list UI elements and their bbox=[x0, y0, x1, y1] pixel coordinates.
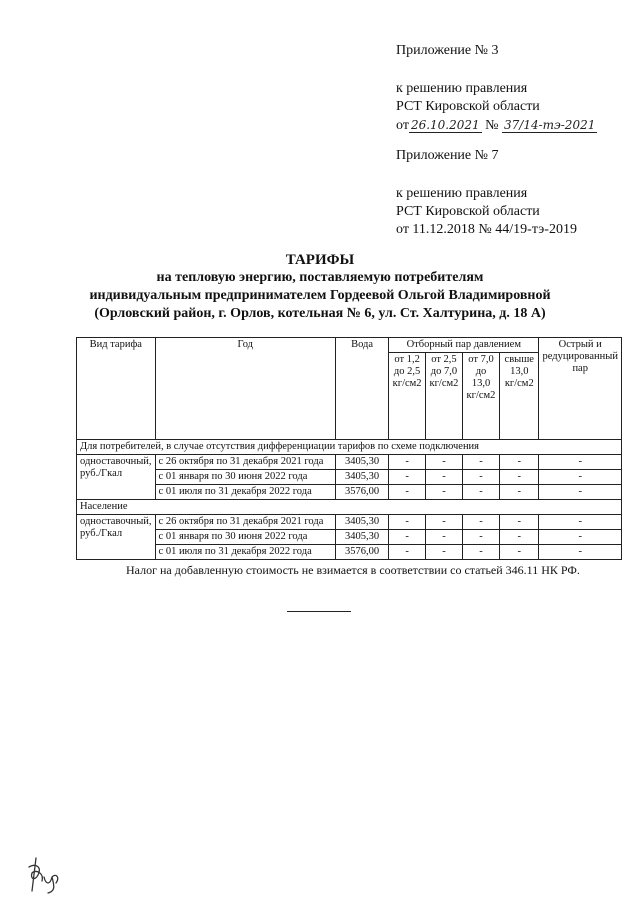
steam-1-value: - bbox=[389, 485, 426, 500]
tariff-type-cell: одноставочный, руб./Гкал bbox=[77, 455, 156, 500]
period-cell: с 26 октября по 31 декабря 2021 года bbox=[155, 515, 335, 530]
steam-4-value: - bbox=[500, 515, 539, 530]
table-row bbox=[77, 470, 622, 485]
heading-line-2: индивидуальным предпринимателем Гордеевой Ольгой Владимировной bbox=[89, 288, 551, 303]
steam-1-value: - bbox=[389, 545, 426, 560]
steam-3-value: - bbox=[462, 545, 499, 560]
period-cell: с 01 июля по 31 декабря 2022 года bbox=[155, 545, 335, 560]
steam-2-value: - bbox=[426, 470, 463, 485]
header-steam-1: от 1,2 до 2,5 кг/см2 bbox=[389, 353, 426, 440]
steam-2-value: - bbox=[426, 545, 463, 560]
steam-2-value: - bbox=[426, 530, 463, 545]
sharp-steam-value: - bbox=[539, 470, 622, 485]
appendix-7-decision-line: к решению правления bbox=[396, 186, 528, 201]
steam-3-value: - bbox=[462, 455, 499, 470]
steam-2-value: - bbox=[426, 455, 463, 470]
period-cell: с 26 октября по 31 декабря 2021 года bbox=[155, 455, 335, 470]
document-title: ТАРИФЫ bbox=[285, 252, 355, 268]
appendix-3-title: Приложение № 3 bbox=[396, 43, 499, 58]
appendix-3-date-line bbox=[396, 116, 597, 135]
water-value: 3405,30 bbox=[336, 530, 389, 545]
appendix-7-date-line: от 11.12.2018 № 44/19-тэ-2019 bbox=[396, 222, 577, 237]
table-row bbox=[77, 545, 622, 560]
steam-4-value: - bbox=[500, 530, 539, 545]
steam-3-value: - bbox=[462, 530, 499, 545]
table-row bbox=[77, 515, 622, 530]
tariff-table bbox=[76, 337, 622, 560]
handwritten-number: 37/14-тэ-2021 bbox=[504, 118, 596, 132]
appendix-3-authority-line: РСТ Кировской области bbox=[396, 99, 540, 114]
steam-4-value: - bbox=[500, 485, 539, 500]
section-title-row bbox=[77, 440, 622, 455]
document-heading bbox=[0, 251, 640, 323]
section-title: Население bbox=[77, 500, 622, 515]
steam-4-value: - bbox=[500, 470, 539, 485]
sharp-steam-value: - bbox=[539, 545, 622, 560]
appendix-7-block bbox=[396, 147, 577, 239]
table-row bbox=[77, 530, 622, 545]
sharp-steam-value: - bbox=[539, 485, 622, 500]
divider-line bbox=[287, 611, 351, 612]
handwritten-date: 26.10.2021 bbox=[410, 118, 480, 132]
header-tariff-type: Вид тарифа bbox=[77, 338, 156, 440]
water-value: 3405,30 bbox=[336, 470, 389, 485]
appendix-7-authority-line: РСТ Кировской области bbox=[396, 204, 540, 219]
steam-3-value: - bbox=[462, 515, 499, 530]
steam-1-value: - bbox=[389, 515, 426, 530]
table-row bbox=[77, 455, 622, 470]
steam-1-value: - bbox=[389, 470, 426, 485]
period-cell: с 01 января по 30 июня 2022 года bbox=[155, 530, 335, 545]
header-water: Вода bbox=[336, 338, 389, 440]
number-prefix: № bbox=[485, 118, 499, 133]
appendix-7-title: Приложение № 7 bbox=[396, 148, 499, 163]
section-title-row bbox=[77, 500, 622, 515]
period-cell: с 01 января по 30 июня 2022 года bbox=[155, 470, 335, 485]
steam-3-value: - bbox=[462, 470, 499, 485]
header-sharp-steam: Острый и редуцированный пар bbox=[539, 338, 622, 440]
period-cell: с 01 июля по 31 декабря 2022 года bbox=[155, 485, 335, 500]
steam-3-value: - bbox=[462, 485, 499, 500]
tariff-type-cell: одноставочный, руб./Гкал bbox=[77, 515, 156, 560]
water-value: 3576,00 bbox=[336, 485, 389, 500]
steam-2-value: - bbox=[426, 485, 463, 500]
steam-1-value: - bbox=[389, 455, 426, 470]
steam-4-value: - bbox=[500, 455, 539, 470]
signature-mark bbox=[26, 855, 66, 895]
heading-line-3: (Орловский район, г. Орлов, котельная № 6, ул. Ст. Халтурина, д. 18 А) bbox=[94, 306, 546, 321]
date-prefix: от bbox=[396, 118, 409, 133]
header-steam-3: от 7,0 до 13,0 кг/см2 bbox=[462, 353, 499, 440]
steam-1-value: - bbox=[389, 530, 426, 545]
header-period: Год bbox=[155, 338, 335, 440]
water-value: 3405,30 bbox=[336, 455, 389, 470]
appendix-3-decision-line: к решению правления bbox=[396, 81, 528, 96]
header-steam-4: свыше 13,0 кг/см2 bbox=[500, 353, 539, 440]
water-value: 3576,00 bbox=[336, 545, 389, 560]
appendix-3-block bbox=[396, 42, 597, 135]
steam-2-value: - bbox=[426, 515, 463, 530]
header-steam-2: от 2,5 до 7,0 кг/см2 bbox=[426, 353, 463, 440]
sharp-steam-value: - bbox=[539, 530, 622, 545]
header-steam-group: Отборный пар давлением bbox=[389, 338, 539, 353]
water-value: 3405,30 bbox=[336, 515, 389, 530]
sharp-steam-value: - bbox=[539, 455, 622, 470]
handwritten-signature bbox=[26, 855, 66, 900]
heading-line-1: на тепловую энергию, поставляемую потребителям bbox=[156, 270, 484, 285]
steam-4-value: - bbox=[500, 545, 539, 560]
tax-note: Налог на добавленную стоимость не взимается в соответствии со статьей 346.11 НК РФ. bbox=[126, 563, 580, 577]
section-title: Для потребителей, в случае отсутствия дифференциации тарифов по схеме подключения bbox=[77, 440, 622, 455]
table-row bbox=[77, 485, 622, 500]
sharp-steam-value: - bbox=[539, 515, 622, 530]
